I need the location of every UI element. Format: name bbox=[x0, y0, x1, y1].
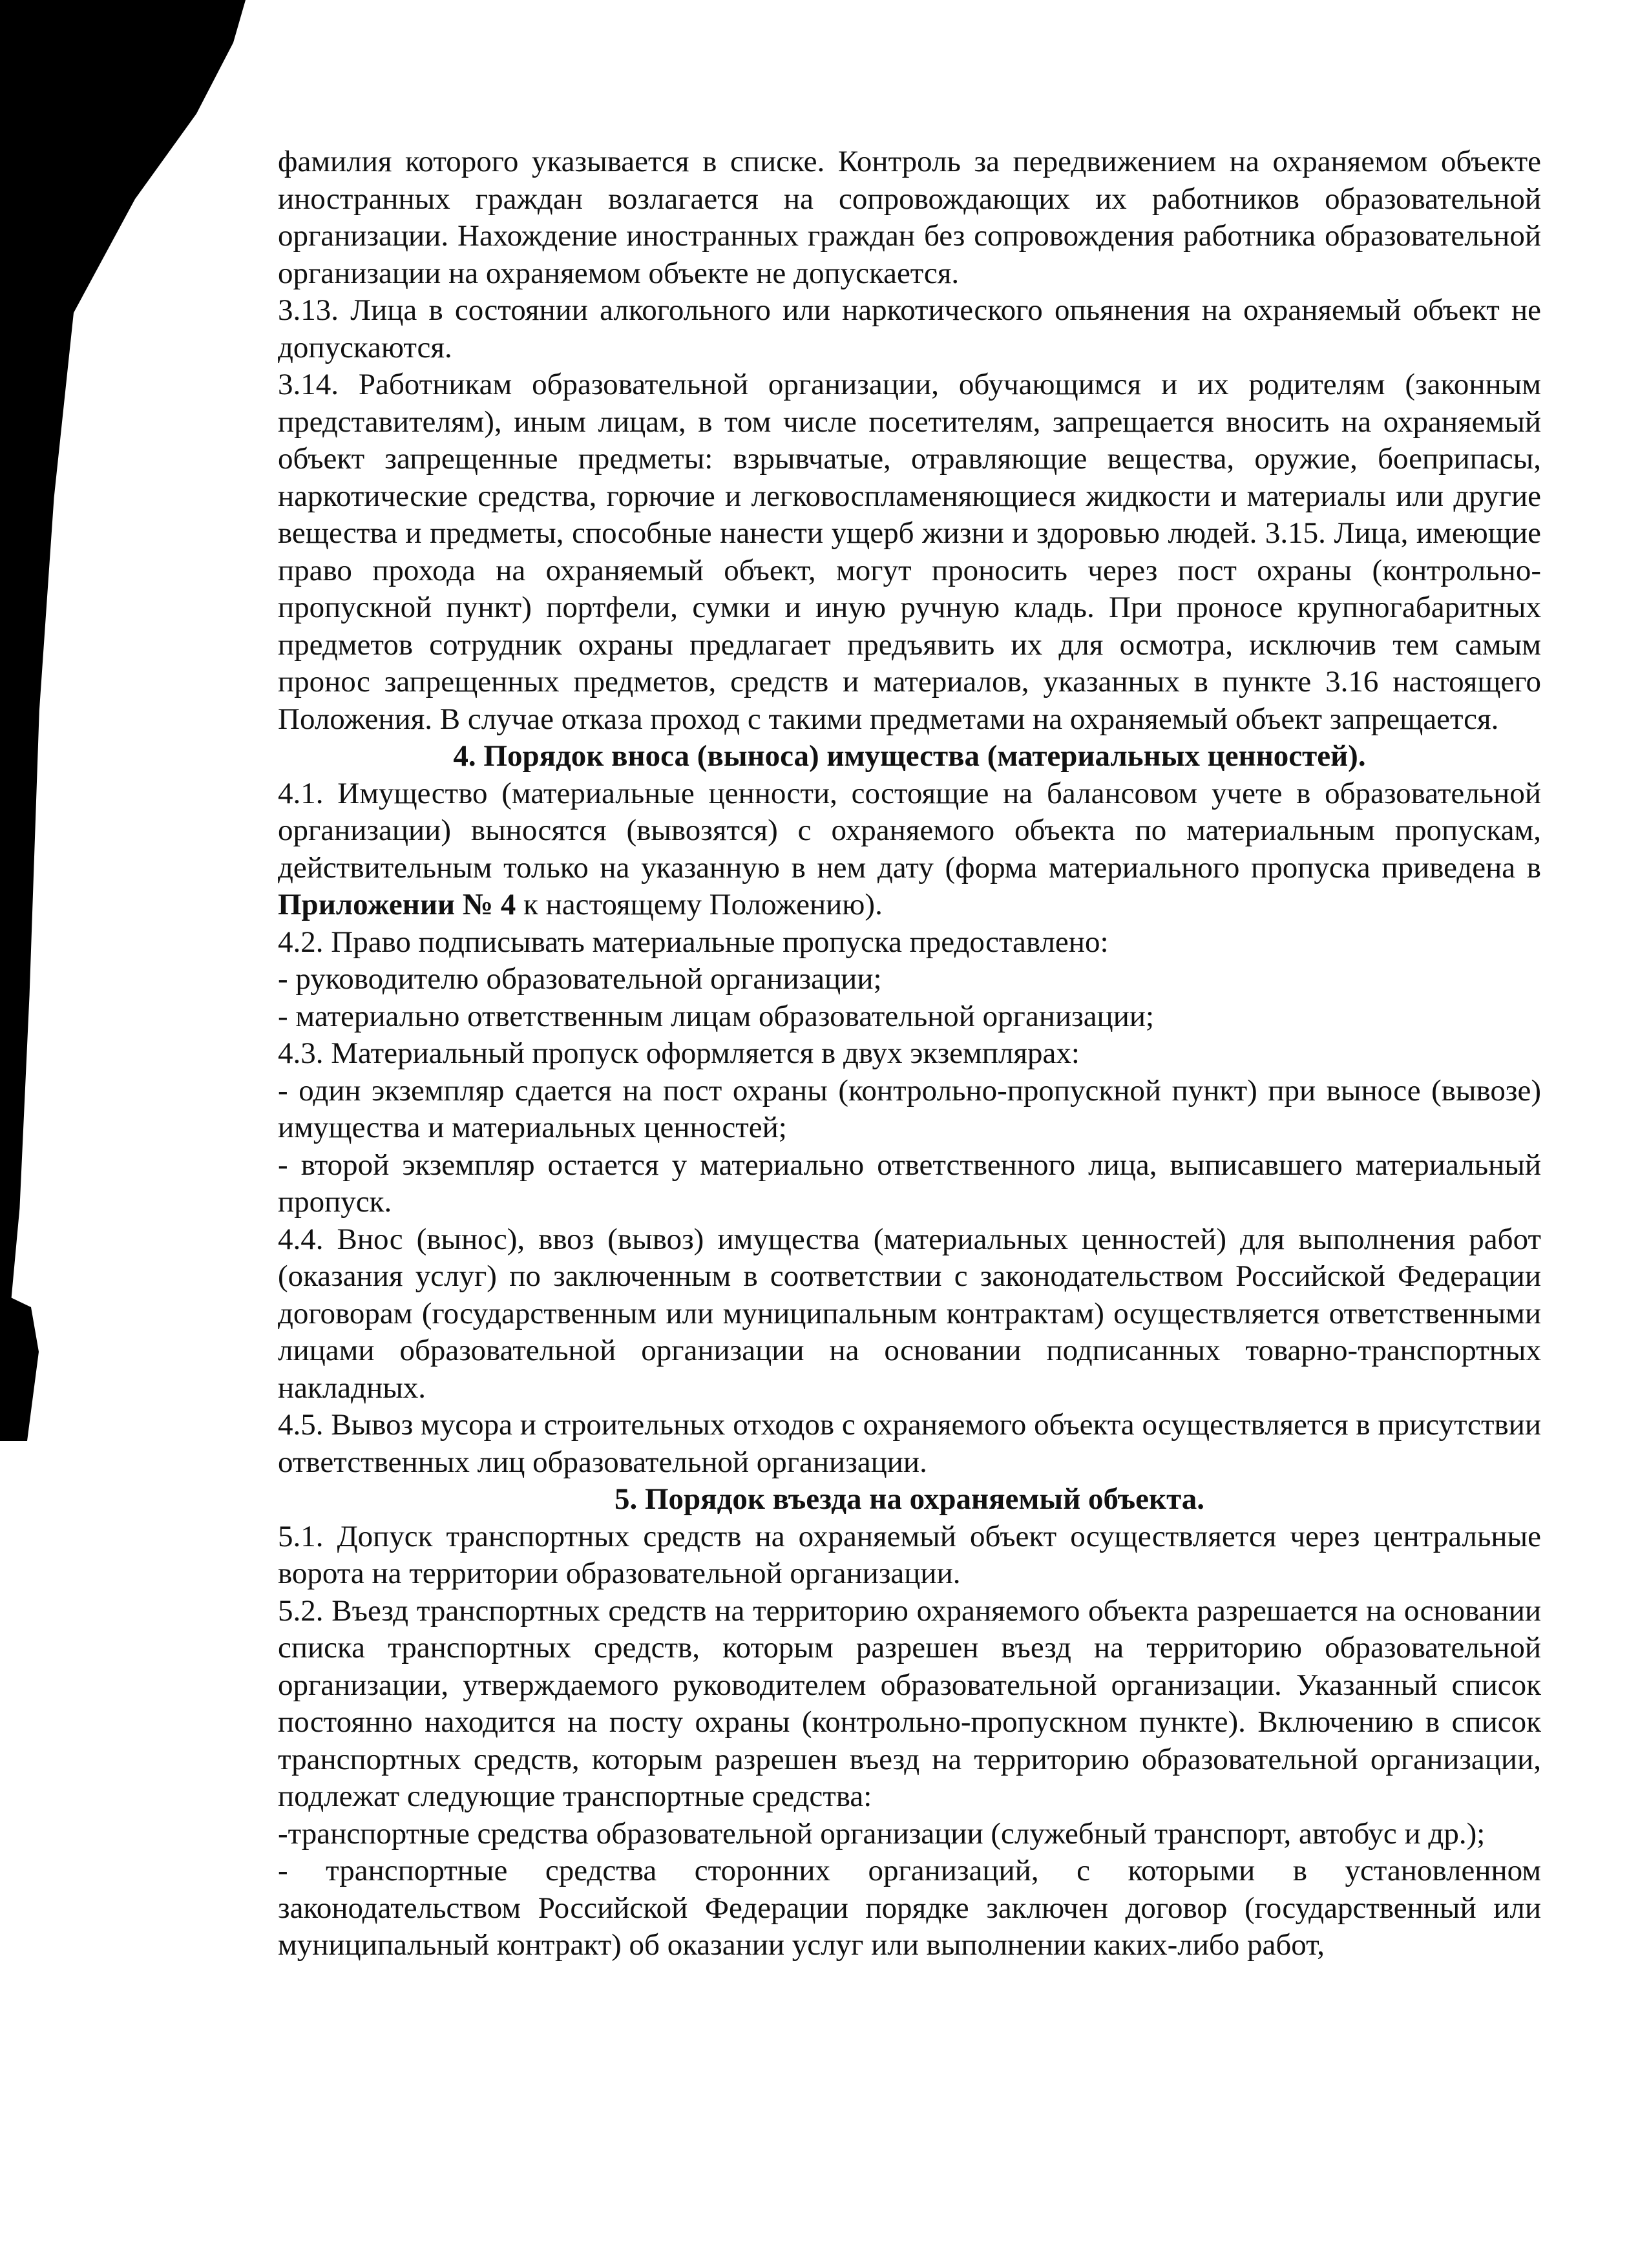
list-item-4-3-a: - один экземпляр сдается на пост охраны (контрольно-пропускной пункт) при выносе (вывозе) имущества и материальных ценностей; bbox=[278, 1073, 1541, 1144]
paragraph-4-4: 4.4. Внос (вынос), ввоз (вывоз) имущества (материальных ценностей) для выполнения работ (оказания услуг) по заключенным в соответствии с законодательством Российской Федерации договорам (государственным или муниципальным контрактам) осуществляется ответственными лицами образовательной организации на основании подписанных товарно-транспортных накладных. bbox=[278, 1222, 1541, 1405]
paragraph-4-3: 4.3. Материальный пропуск оформляется в двух экземплярах: bbox=[278, 1036, 1080, 1070]
list-item-5-2-b: - транспортные средства сторонних организаций, с которыми в установленном законодательством Российской Федерации порядке заключен договор (государственный или муниципальный контракт) об оказании услуг или выполнении каких-либо работ, bbox=[278, 1854, 1541, 1962]
scan-mark bbox=[0, 1292, 39, 1441]
paragraph-4-5: 4.5. Вывоз мусора и строительных отходов с охраняемого объекта осуществляется в присутствии ответственных лиц образовательной организации. bbox=[278, 1408, 1541, 1479]
section-4-heading: 4. Порядок вноса (выноса) имущества (материальных ценностей). bbox=[453, 739, 1366, 773]
list-item-4-2-b: - материально ответственным лицам образовательной организации; bbox=[278, 999, 1155, 1033]
paragraph-4-1 bbox=[278, 775, 1541, 924]
paragraph-5-1: 5.1. Допуск транспортных средств на охраняемый объект осуществляется через центральные ворота на территории образовательной организации. bbox=[278, 1519, 1541, 1590]
paragraph-3-14: 3.14. Работникам образовательной организации, обучающимся и их родителям (законным представителям), иным лицам, в том числе посетителям, запрещается вносить на охраняемый объект запрещенные предметы: взрывчатые, отравляющие вещества, оружие, боеприпасы, наркотические средства, горючие и легковоспламеняющиеся жидкости и материалы или другие вещества и предметы, способные нанести ущерб жизни и здоровью людей. 3.15. Лица, имеющие право прохода на охраняемый объект, могут проносить через пост охраны (контрольно-пропускной пункт) портфели, сумки и иную ручную кладь. При проносе крупногабаритных предметов сотрудник охраны предлагает предъявить их для осмотра, исключив тем самым пронос запрещенных предметов, средств и материалов, указанных в пункте 3.16 настоящего Положения. В случае отказа проход с такими предметами на охраняемый объект запрещается. bbox=[278, 368, 1541, 736]
appendix-reference: Приложении № 4 bbox=[278, 888, 516, 921]
document-body bbox=[278, 143, 1541, 1964]
paragraph-4-1-tail: к настоящему Положению). bbox=[516, 888, 883, 921]
paragraph-5-2: 5.2. Въезд транспортных средств на территорию охраняемого объекта разрешается на основании списка транспортных средств, которым разрешен въезд на территорию образовательной организации, утверждаемого руководителем образовательной организации. Указанный список постоянно находится на посту охраны (контрольно-пропускном пункте). Включению в список транспортных средств, которым разрешен въезд на территорию образовательной организации, подлежат следующие транспортные средства: bbox=[278, 1593, 1541, 1813]
list-item-4-2-a: - руководителю образовательной организации; bbox=[278, 962, 882, 996]
paragraph-foreign-citizens: фамилия которого указывается в списке. Контроль за передвижением на охраняемом объекте иностранных граждан возлагается на сопровождающих их работников образовательной организации. Нахождение иностранных граждан без сопровождения работника образовательной организации на охраняемом объекте не допускается. bbox=[278, 145, 1541, 290]
scan-shadow-edge bbox=[0, 0, 246, 1422]
list-item-5-2-a: -транспортные средства образовательной организации (служебный транспорт, автобус и др.); bbox=[278, 1816, 1486, 1851]
paragraph-3-13: 3.13. Лица в состоянии алкогольного или наркотического опьянения на охраняемый объект не допускаются. bbox=[278, 293, 1541, 364]
section-5-heading: 5. Порядок въезда на охраняемый объекта. bbox=[614, 1482, 1205, 1516]
paragraph-4-1-text: 4.1. Имущество (материальные ценности, состоящие на балансовом учете в образовательной организации) выносятся (вывозятся) с охраняемого объекта по материальным пропускам, действительным только на указанную в нем дату (форма материального пропуска приведена в bbox=[278, 776, 1541, 885]
paragraph-4-2: 4.2. Право подписывать материальные пропуска предоставлено: bbox=[278, 925, 1109, 959]
list-item-4-3-b: - второй экземпляр остается у материально ответственного лица, выписавшего материальный пропуск. bbox=[278, 1148, 1541, 1219]
